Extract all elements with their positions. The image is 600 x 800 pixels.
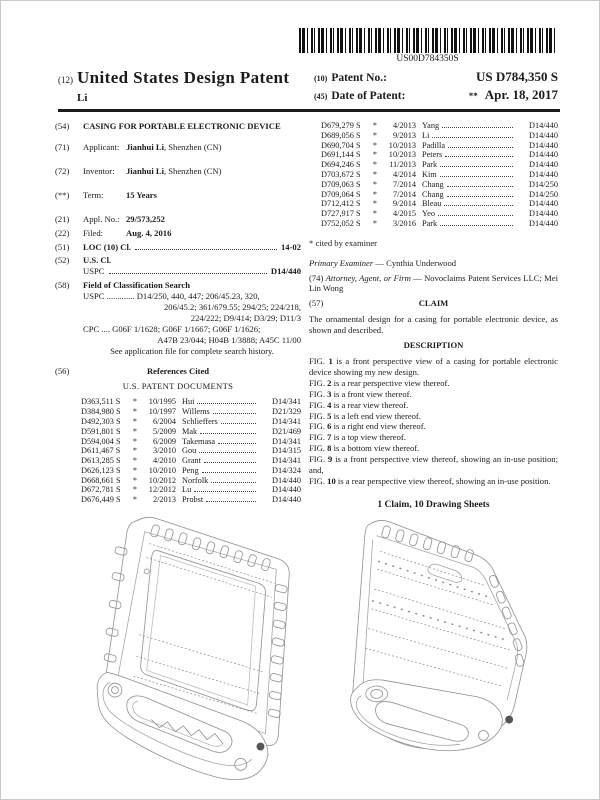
date-code: (45): [314, 92, 328, 101]
reference-name: Hui: [182, 397, 195, 407]
reference-class: D14/440: [271, 475, 301, 485]
field-52-uspc: USPC D14/440: [83, 266, 301, 277]
reference-number: D689,056 S: [321, 130, 361, 140]
examiner-cited-star: *: [132, 456, 138, 466]
examiner-cited-star: *: [372, 179, 378, 189]
reference-date: 10/1995: [148, 397, 176, 407]
examiner-cited-star: *: [372, 150, 378, 160]
figure-description: FIG. 4 is a rear view thereof.: [309, 399, 409, 410]
reference-date: 10/1997: [148, 407, 176, 417]
dot-leader: [194, 491, 256, 492]
examiner-cited-star: *: [132, 416, 138, 426]
classification-line: USPC ............. D14/250, 440, 447; 206/45.23, 320,: [83, 291, 260, 302]
figure-description: FIG. 3 is a front view thereof.: [309, 388, 412, 399]
reference-row: [321, 190, 558, 200]
reference-date: 4/2013: [392, 121, 416, 130]
reference-row: [321, 209, 558, 219]
field-21-appl-no: (21) Appl. No.: 29/573,252: [55, 213, 165, 224]
reference-date: 9/2014: [392, 199, 416, 209]
reference-row: [81, 446, 301, 456]
description-heading: DESCRIPTION: [403, 340, 464, 351]
dot-leader: [447, 186, 513, 187]
reference-class: D14/440: [528, 209, 558, 219]
patent-number-code: (10): [314, 74, 328, 83]
term-marker: **: [468, 91, 478, 101]
reference-name: Li: [422, 130, 430, 140]
reference-name: Takemasa: [182, 436, 216, 446]
dot-leader: [444, 205, 513, 206]
reference-date: 2/2013: [152, 495, 176, 505]
reference-row: [81, 485, 301, 495]
reference-class: D14/440: [528, 218, 558, 228]
reference-number: D611,467 S: [81, 446, 121, 456]
dot-leader: [218, 443, 256, 444]
header-divider: [58, 109, 560, 112]
reference-row: [81, 397, 301, 407]
field-52-us-cl: (52) U.S. Cl.: [55, 255, 112, 266]
reference-class: D14/440: [528, 130, 558, 140]
figure-description: FIG. 8 is a bottom view thereof.: [309, 443, 420, 454]
field-58-search: (58) Field of Classification Search USPC ............. D14/250, 440, 447; 206/45.23, 320, 206/45.2; 361/679.55; 294/25; 224/218, 224/222; D9/414; D3/29; D11/3 CPC .... G06F 1/1628; G06F 1/1667; G06F 1/1626; A47B 23/044; H04B 1/3888; A45C 11/00 See application file for complete search history.: [55, 280, 301, 356]
reference-row: [81, 417, 301, 427]
dot-leader: [432, 137, 513, 138]
reference-class: D14/440: [528, 160, 558, 170]
reference-row: [321, 121, 558, 131]
examiner-cited-star: *: [372, 169, 378, 179]
reference-date: 3/2016: [392, 218, 416, 228]
reference-date: 9/2013: [392, 130, 416, 140]
reference-name: Peng: [182, 465, 199, 475]
reference-name: Grant: [182, 456, 201, 466]
figure-rear-perspective-drawing: [333, 510, 540, 772]
reference-name: Yang: [422, 121, 440, 130]
reference-row: [81, 437, 301, 447]
patent-number-row: [314, 69, 558, 85]
patent-number-label: Patent No.:: [331, 72, 387, 84]
patent-number-value: US D784,350 S: [476, 69, 558, 84]
examiner-cited-star: *: [372, 199, 378, 209]
examiner-cited-star: *: [372, 160, 378, 170]
inventor-name: Jianhui Li: [126, 165, 164, 176]
reference-name: Bleau: [422, 199, 442, 209]
primary-examiner: [309, 258, 558, 269]
reference-name: Probst: [182, 495, 204, 505]
inventor-surname: Li: [77, 92, 88, 104]
dot-leader: [200, 433, 256, 434]
examiner-cited-star: *: [132, 465, 138, 475]
right-column: [309, 121, 558, 511]
examiner-cited-star: *: [372, 189, 378, 199]
dot-leader: [197, 403, 256, 404]
field-51-loc: (51) LOC (10) Cl. 14-02: [55, 242, 301, 253]
reference-date: 7/2014: [392, 179, 416, 189]
reference-date: 7/2014: [392, 189, 416, 199]
reference-row: [81, 427, 301, 437]
reference-name: Willems: [182, 407, 210, 417]
reference-name: Schlieffers: [182, 416, 218, 426]
reference-number: D594,004 S: [81, 436, 121, 446]
reference-date: 4/2015: [392, 209, 416, 219]
reference-date: 10/2012: [148, 475, 176, 485]
applicant-name: Jianhui Li: [126, 141, 164, 152]
dot-leader: [213, 413, 256, 414]
reference-name: Park: [422, 160, 438, 170]
examiner-cited-star: *: [372, 218, 378, 228]
figure-description: FIG. 1 is a front perspective view of a casing for portable electronic device showing my new design.: [309, 356, 558, 377]
reference-class: D14/440: [528, 169, 558, 179]
reference-class: D14/341: [271, 397, 301, 407]
reference-number: D613,285 S: [81, 456, 121, 466]
examiner-cited-star: *: [132, 485, 138, 495]
reference-date: 4/2014: [392, 169, 416, 179]
left-column: [55, 121, 301, 505]
reference-row: [321, 199, 558, 209]
date-value: Apr. 18, 2017: [484, 87, 558, 102]
dot-leader: [199, 452, 256, 453]
reference-class: D14/341: [271, 436, 301, 446]
reference-name: Lu: [182, 485, 192, 495]
reference-row: [321, 160, 558, 170]
date-of-patent-label: Date of Patent:: [331, 90, 406, 102]
reference-date: 11/2013: [389, 160, 416, 170]
claims-sheets-summary: 1 Claim, 10 Drawing Sheets: [377, 499, 490, 510]
dot-leader: [202, 472, 256, 473]
reference-class: D14/315: [271, 446, 301, 456]
reference-number: D679,279 S: [321, 121, 361, 130]
reference-row: [321, 219, 558, 229]
term-value: 15 Years: [126, 189, 157, 200]
classification-line: A47B 23/044; H04B 1/3888; A45C 11/00: [157, 334, 301, 345]
figure-description: FIG. 6 is a right end view thereof.: [309, 421, 426, 432]
reference-name: Yeo: [422, 209, 435, 219]
search-history-note: See application file for complete search history.: [110, 345, 274, 356]
reference-number: D690,704 S: [321, 140, 361, 150]
field-term: (**) Term: 15 Years: [55, 189, 157, 200]
reference-date: 3/2010: [152, 446, 176, 456]
references-cited-heading: References Cited: [146, 365, 210, 376]
kind-code: (12): [58, 75, 73, 85]
reference-date: 10/2010: [148, 465, 176, 475]
claim-section-head: (57) CLAIM: [309, 298, 558, 309]
examiner-cited-star: *: [372, 130, 378, 140]
reference-number: D492,303 S: [81, 416, 121, 426]
reference-name: Padilla: [422, 140, 446, 150]
dot-leader: [438, 215, 513, 216]
reference-row: [321, 170, 558, 180]
reference-number: D727,917 S: [321, 209, 361, 219]
reference-number: D672,781 S: [81, 485, 121, 495]
reference-date: 12/2012: [148, 485, 176, 495]
reference-row: [81, 456, 301, 466]
reference-number: D668,661 S: [81, 475, 121, 485]
date-of-patent-value: [469, 87, 558, 103]
dot-leader: [135, 249, 277, 250]
reference-name: Kim: [422, 169, 437, 179]
examiner-cited-star: *: [372, 121, 378, 130]
reference-number: D752,052 S: [321, 218, 361, 228]
loc-class: 14-02: [280, 242, 301, 253]
field-22-filed: (22) Filed: Aug. 4, 2016: [55, 227, 172, 238]
examiner-cited-star: *: [132, 397, 138, 407]
reference-number: D384,980 S: [81, 407, 121, 417]
reference-date: 4/2010: [152, 456, 176, 466]
examiner-cited-star: *: [372, 140, 378, 150]
reference-number: D709,064 S: [321, 189, 361, 199]
reference-class: D14/250: [528, 179, 558, 189]
reference-number: D363,511 S: [81, 397, 121, 407]
reference-row: [81, 495, 301, 505]
attorney-label: Attorney, Agent, or Firm: [325, 272, 411, 283]
reference-row: [321, 150, 558, 160]
dot-leader: [206, 501, 256, 502]
reference-row: [81, 466, 301, 476]
reference-class: D14/440: [528, 140, 558, 150]
figure-descriptions: [309, 356, 558, 487]
reference-number: D676,449 S: [81, 495, 121, 505]
references-table-left: [55, 397, 301, 505]
field-56-references: (56) References Cited: [55, 366, 301, 377]
claim-text: The ornamental design for a casing for portable electronic device, as shown and described.: [309, 314, 558, 336]
reference-class: D14/440: [271, 495, 301, 505]
reference-date: 6/2009: [152, 436, 176, 446]
reference-name: Park: [422, 218, 438, 228]
field-72-inventor: (72) Inventor: Jianhui Li, Shenzhen (CN): [55, 165, 222, 176]
reference-name: Peters: [422, 150, 443, 160]
reference-name: Chang: [422, 179, 444, 189]
barcode-text: US00D784350S: [396, 54, 459, 64]
attorney-agent-firm: (74) Attorney, Agent, or Firm — Novoclaims Patent Services LLC; Mei Lin Wong: [309, 272, 559, 294]
reference-name: Chang: [422, 189, 444, 199]
dot-leader: [445, 156, 513, 157]
reference-name: Mak: [182, 426, 198, 436]
figure-description: FIG. 10 is a rear perspective view thereof, showing an in-use position.: [309, 475, 551, 486]
reference-row: [81, 407, 301, 417]
examiner-cited-star: *: [132, 426, 138, 436]
reference-class: D14/250: [528, 189, 558, 199]
claim-heading: CLAIM: [418, 298, 449, 309]
application-number: 29/573,252: [126, 213, 165, 224]
primary-examiner-label: Primary Examiner: [309, 257, 374, 268]
reference-class: D14/341: [271, 456, 301, 466]
examiner-cited-star: *: [132, 495, 138, 505]
examiner-cited-star: *: [372, 209, 378, 219]
reference-number: D703,672 S: [321, 169, 361, 179]
patent-number-block: [314, 69, 558, 105]
filing-date: Aug. 4, 2016: [126, 227, 172, 238]
classification-line: 206/45.2; 361/679.55; 294/25; 224/218,: [163, 301, 301, 312]
reference-date: 6/2004: [152, 416, 176, 426]
references-table-right: [309, 121, 558, 229]
reference-name: Norfolk: [182, 475, 209, 485]
reference-class: D14/324: [271, 465, 301, 475]
figure-front-perspective-drawing: [88, 508, 335, 800]
reference-class: D21/329: [271, 407, 301, 417]
figure-description: FIG. 7 is a top view thereof.: [309, 432, 406, 443]
date-of-patent-row: [314, 87, 558, 103]
reference-class: D21/469: [271, 426, 301, 436]
dot-leader: [204, 462, 256, 463]
examiner-cited-star: *: [132, 446, 138, 456]
examiner-cited-star: *: [132, 407, 138, 417]
field-71-applicant: (71) Applicant: Jianhui Li, Shenzhen (CN): [55, 141, 222, 152]
reference-number: D591,801 S: [81, 426, 121, 436]
uspc-class: D14/440: [270, 266, 301, 277]
reference-row: [81, 476, 301, 486]
dot-leader: [440, 176, 513, 177]
reference-date: 5/2009: [152, 426, 176, 436]
page-title: United States Design Patent: [77, 68, 290, 87]
reference-class: D14/440: [528, 199, 558, 209]
document-kind-title: [58, 68, 289, 88]
figure-description: FIG. 5 is a left end view thereof.: [309, 410, 421, 421]
reference-class: D14/440: [528, 150, 558, 160]
reference-date: 10/2013: [388, 150, 416, 160]
invention-title: CASING FOR PORTABLE ELECTRONIC DEVICE: [83, 121, 281, 131]
reference-name: Gou: [182, 446, 197, 456]
primary-examiner-name: — Cynthia Underwood: [375, 257, 457, 268]
reference-row: [321, 141, 558, 151]
attorney-value: — Novoclaims Patent Services LLC; Mei Lin Wong: [309, 272, 559, 294]
figure-description: FIG. 2 is a rear perspective view thereof.: [309, 377, 450, 388]
classification-line: 224/222; D9/414; D3/29; D11/3: [190, 312, 301, 323]
reference-row: [321, 180, 558, 190]
classification-line: CPC .... G06F 1/1628; G06F 1/1667; G06F 1/1626;: [83, 323, 261, 334]
dot-leader: [440, 166, 513, 167]
reference-number: D626,123 S: [81, 465, 121, 475]
dot-leader: [440, 225, 513, 226]
reference-number: D691,144 S: [321, 150, 361, 160]
examiner-cited-star: *: [132, 436, 138, 446]
reference-class: D14/440: [528, 121, 558, 130]
reference-number: D694,246 S: [321, 160, 361, 170]
cited-by-examiner-note: * cited by examiner: [309, 237, 378, 248]
reference-date: 10/2013: [388, 140, 416, 150]
dot-leader: [221, 423, 256, 424]
dot-leader: [447, 196, 513, 197]
dot-leader: [442, 127, 513, 128]
us-patent-documents-heading: U.S. PATENT DOCUMENTS: [122, 381, 234, 392]
reference-class: D14/440: [271, 485, 301, 495]
reference-number: D709,063 S: [321, 179, 361, 189]
figure-description: FIG. 9 is a front perspective view thereof, showing an in-use position; and,: [309, 454, 558, 476]
examiner-cited-star: *: [132, 475, 138, 485]
dot-leader: [211, 482, 256, 483]
field-54-title: (54) CASING FOR PORTABLE ELECTRONIC DEVICE: [55, 121, 301, 132]
dot-leader: [109, 273, 267, 274]
reference-number: D712,412 S: [321, 199, 361, 209]
reference-row: [321, 131, 558, 141]
dot-leader: [448, 147, 513, 148]
reference-class: D14/341: [271, 416, 301, 426]
barcode: [299, 28, 556, 53]
